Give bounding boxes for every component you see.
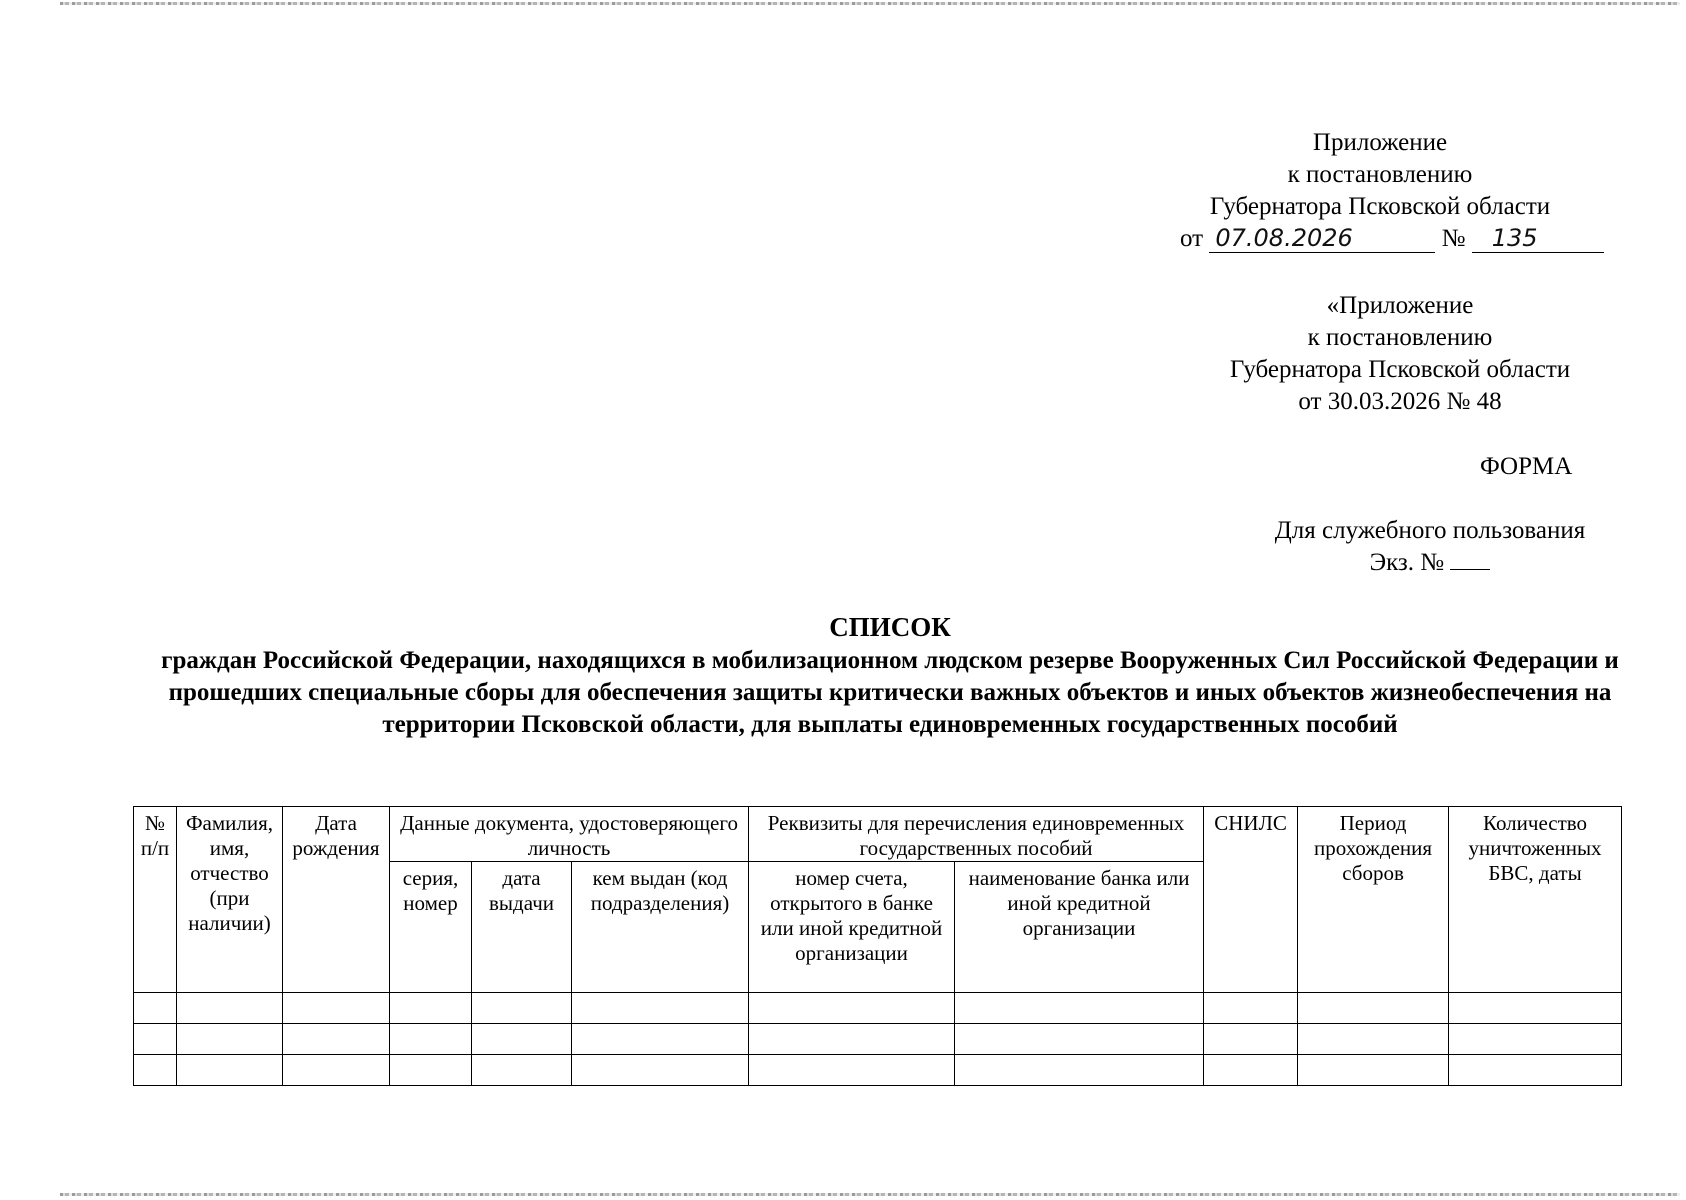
table-cell: [390, 993, 472, 1024]
appendix-line-2: к постановлению: [1287, 161, 1473, 188]
form-label: ФОРМА: [1480, 453, 1573, 480]
table-cell: [134, 1024, 177, 1055]
appendix-line-1: Приложение: [1312, 129, 1448, 156]
header-id-series: серия, номер: [390, 862, 472, 993]
table-cell: [955, 993, 1204, 1024]
document-title: СПИСОК: [829, 612, 951, 642]
table-cell: [134, 993, 177, 1024]
header-full-name: Фамилия, имя, отчество (при наличии): [177, 807, 283, 993]
table-cell: [390, 1055, 472, 1086]
table-cell: [749, 1055, 955, 1086]
handwritten-date: 07.08.2026: [1209, 224, 1435, 253]
table-cell: [1204, 993, 1298, 1024]
header-id-date: дата выдачи: [472, 862, 572, 993]
table-cell: [1298, 1024, 1449, 1055]
header-training-period: Период прохождения сборов: [1298, 807, 1449, 993]
scan-edge-bottom: [60, 1193, 1680, 1196]
table-cell: [177, 1055, 283, 1086]
header-bank-details: Реквизиты для перечисления единовременных государственных пособий: [749, 807, 1204, 862]
original-appendix-block: [1200, 290, 1600, 418]
table-cell: [390, 1024, 472, 1055]
table-row: [134, 1055, 1622, 1086]
restriction-line: Для служебного пользования: [1274, 517, 1586, 544]
header-account-number: номер счета, открытого в банке или иной кредитной организации: [749, 862, 955, 993]
header-num: № п/п: [134, 807, 177, 993]
header-snils: СНИЛС: [1204, 807, 1298, 993]
table-cell: [283, 993, 390, 1024]
table-cell: [283, 1024, 390, 1055]
copy-number-label: Экз. №: [1369, 549, 1445, 576]
table-cell: [177, 993, 283, 1024]
table-cell: [572, 993, 749, 1024]
table-cell: [472, 1055, 572, 1086]
table-row: [134, 993, 1622, 1024]
table-cell: [1204, 1055, 1298, 1086]
original-appendix-line-4: от 30.03.2026 № 48: [1298, 388, 1502, 415]
table-cell: [572, 1055, 749, 1086]
table-cell: [472, 993, 572, 1024]
table-cell: [955, 1024, 1204, 1055]
table-cell: [1204, 1024, 1298, 1055]
table-body: [134, 993, 1622, 1086]
header-birth-date: Дата рождения: [283, 807, 390, 993]
original-appendix-line-1: «Приложение: [1326, 292, 1474, 319]
table-cell: [1298, 993, 1449, 1024]
handwritten-number: 135: [1472, 224, 1604, 253]
original-appendix-line-3: Губернатора Псковской области: [1229, 356, 1571, 383]
header-id-document: Данные документа, удостоверяющего личность: [390, 807, 749, 862]
original-appendix-line-2: к постановлению: [1307, 324, 1493, 351]
header-bank-name: наименование банка или иной кредитной организации: [955, 862, 1204, 993]
table-cell: [1298, 1055, 1449, 1086]
header-id-issuer: кем выдан (код подразделения): [572, 862, 749, 993]
restriction-block: [1240, 515, 1620, 579]
table-cell: [1449, 993, 1622, 1024]
copy-number-blank: [1450, 547, 1490, 570]
appendix-date-number-line: [1180, 223, 1580, 255]
citizens-table: [133, 806, 1622, 1086]
number-label: №: [1441, 225, 1466, 252]
header-destroyed-uav: Количество уничтоженных БВС, даты: [1449, 807, 1622, 993]
table-row: [134, 1024, 1622, 1055]
appendix-block: [1180, 127, 1580, 255]
appendix-line-3: Губернатора Псковской области: [1209, 193, 1551, 220]
copy-number-line: [1240, 547, 1620, 579]
table-cell: [749, 993, 955, 1024]
table-cell: [177, 1024, 283, 1055]
table-cell: [572, 1024, 749, 1055]
table-cell: [1449, 1024, 1622, 1055]
table-cell: [955, 1055, 1204, 1086]
document-subtitle: граждан Российской Федерации, находящихся в мобилизационном людском резерве Вооруженных Сил Российской Федерации и прошедших специальные сборы для обеспечения защиты критически важных объектов и иных объектов жизнеобеспечения на территории Псковской области, для выплаты единовременных государственных пособий: [161, 647, 1619, 738]
table-cell: [283, 1055, 390, 1086]
table-cell: [134, 1055, 177, 1086]
table-cell: [472, 1024, 572, 1055]
scan-edge-top: [60, 2, 1680, 5]
table-cell: [1449, 1055, 1622, 1086]
table-cell: [749, 1024, 955, 1055]
from-label: от: [1180, 225, 1204, 252]
